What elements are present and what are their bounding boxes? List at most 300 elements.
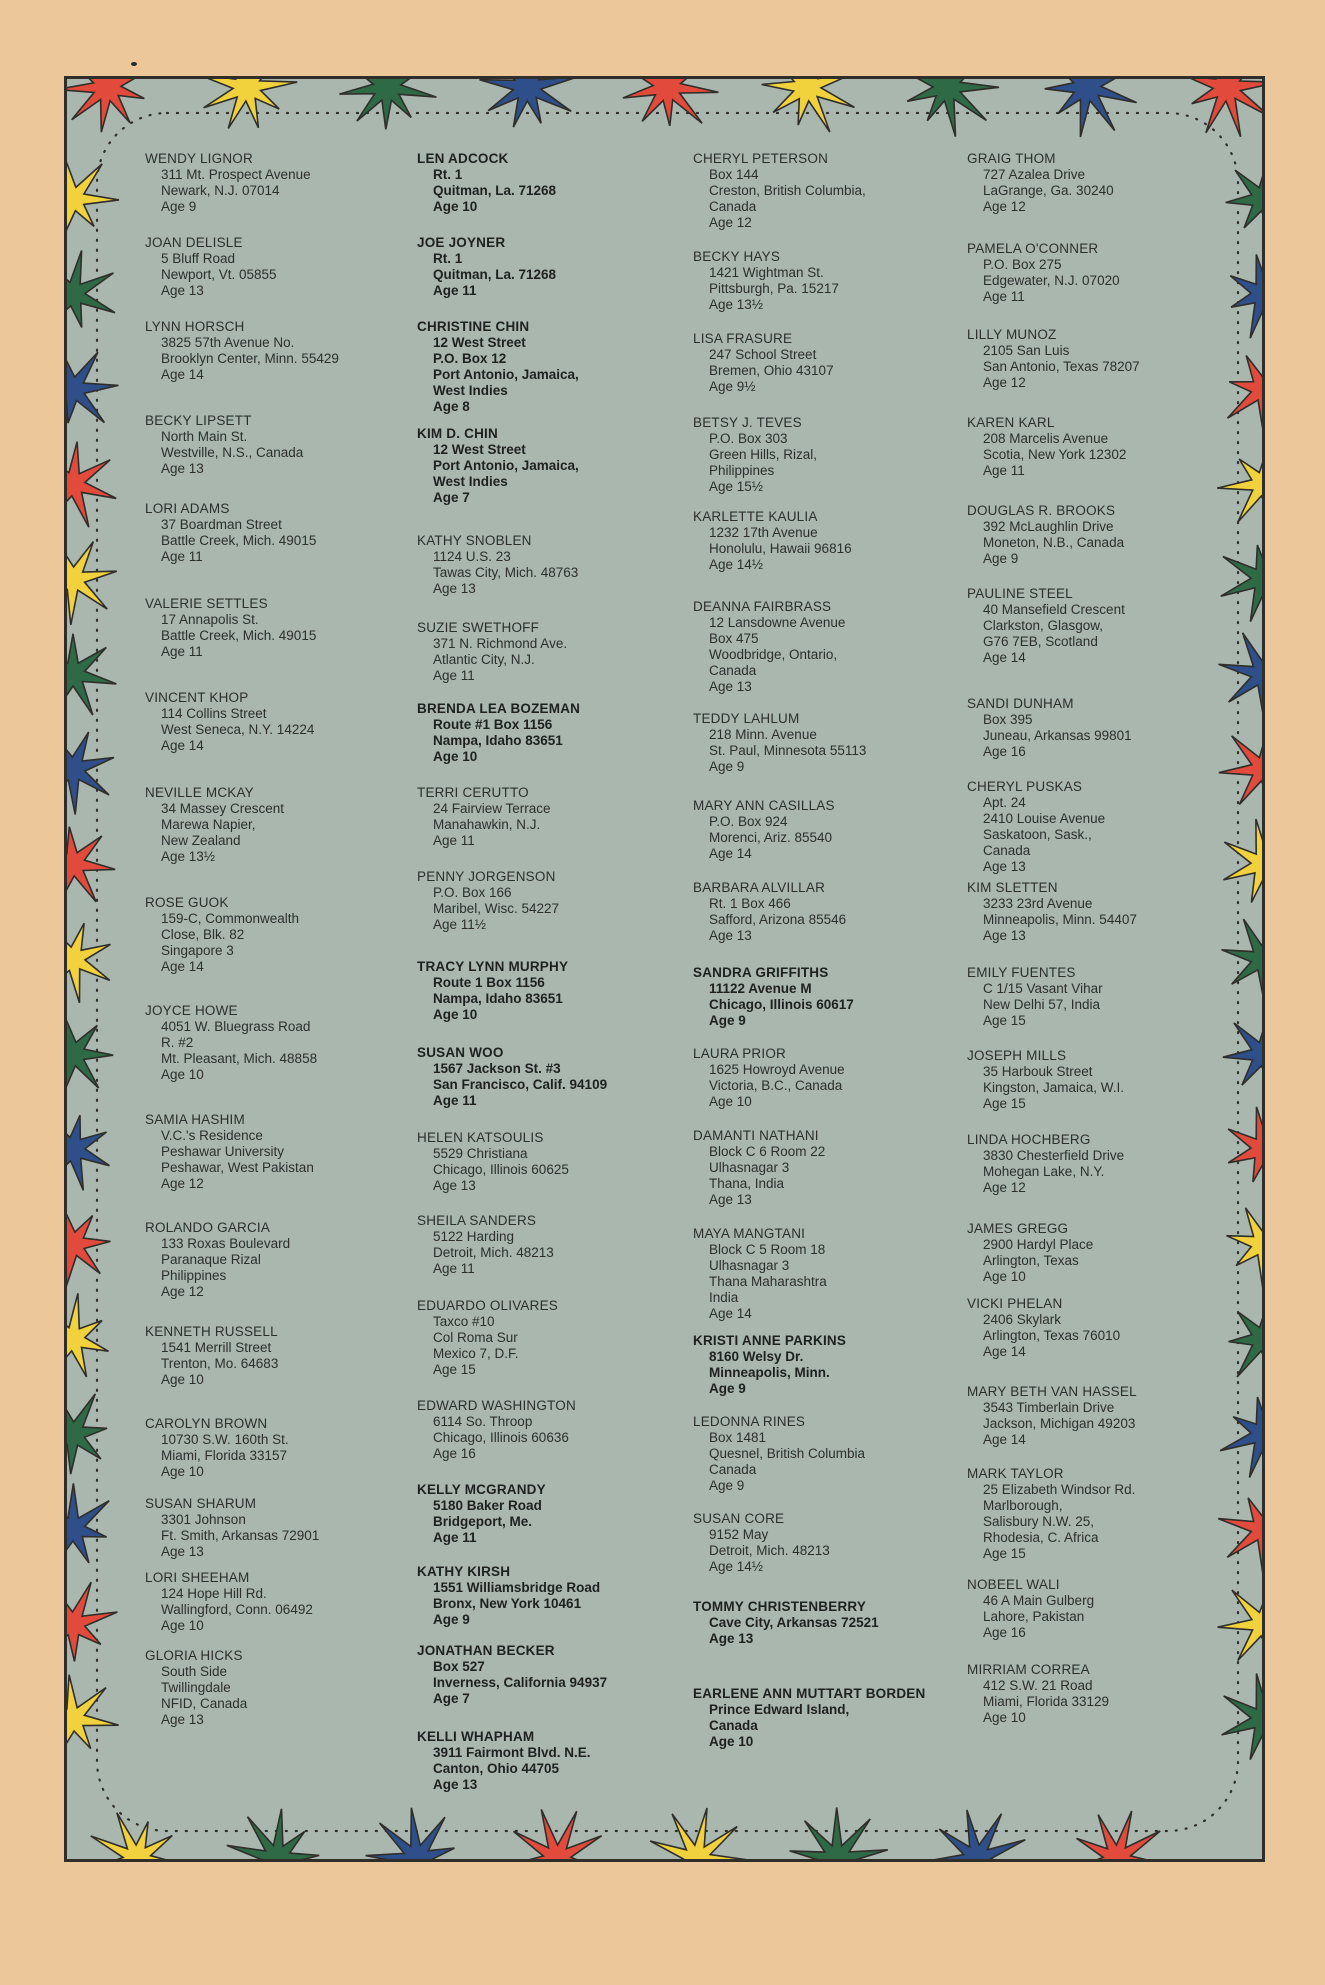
pen-pal-address-line: C 1/15 Vasant Vihar — [983, 981, 1103, 996]
starburst-icon — [67, 1392, 107, 1474]
pen-pal-age: Age 9 — [433, 1612, 470, 1627]
address-entry — [967, 327, 1242, 391]
address-entry — [145, 319, 420, 383]
pen-pal-address-line: Rt. 1 — [433, 251, 463, 266]
address-column-1 — [145, 151, 420, 1841]
pen-pal-address-line: Ulhasnagar 3 — [709, 1160, 790, 1175]
address-entry — [693, 1128, 968, 1208]
address-entry — [967, 586, 1242, 666]
pen-pal-age: Age 13 — [709, 1192, 752, 1207]
starburst-icon — [339, 79, 436, 129]
pen-pal-name: MARY BETH VAN HASSEL — [967, 1384, 1137, 1399]
address-entry — [967, 1221, 1242, 1285]
pen-pal-address-line: Port Antonio, Jamaica, — [433, 367, 579, 382]
pen-pal-address-line: Canada — [983, 843, 1031, 858]
pen-pal-address-line: Jackson, Michigan 49203 — [983, 1416, 1136, 1431]
pen-pal-address-line: Battle Creek, Mich. 49015 — [161, 628, 317, 643]
pen-pal-address-line: 1551 Williamsbridge Road — [433, 1580, 601, 1595]
pen-pal-address-line: Twillingdale — [161, 1680, 231, 1695]
address-entry — [967, 1466, 1242, 1562]
address-entry — [693, 1046, 968, 1110]
pen-pal-address-line: Clarkston, Glasgow, — [983, 618, 1104, 633]
pen-pal-address-line: Box 475 — [709, 631, 759, 646]
pen-pal-name: CHERYL PETERSON — [693, 151, 829, 166]
address-entry — [145, 151, 420, 215]
address-entry — [417, 1564, 692, 1628]
address-entry — [145, 895, 420, 975]
pen-pal-address-line: Box 144 — [709, 167, 759, 182]
pen-pal-name: KELLI WHAPHAM — [417, 1729, 535, 1744]
address-entry — [693, 599, 968, 695]
pen-pal-address-line: Prince Edward Island, — [709, 1702, 850, 1717]
pen-pal-age: Age 15 — [433, 1362, 476, 1377]
pen-pal-age: Age 14 — [161, 959, 204, 974]
pen-pal-address-line: Miami, Florida 33157 — [161, 1448, 288, 1463]
pen-pal-age: Age 13 — [433, 581, 476, 596]
pen-pal-address-line: 208 Marcelis Avenue — [983, 431, 1109, 446]
pen-pal-address-line: 1124 U.S. 23 — [433, 549, 511, 564]
address-entry — [967, 1132, 1242, 1196]
address-entry — [417, 959, 692, 1023]
pen-pal-address-line: 24 Fairview Terrace — [433, 801, 551, 816]
pen-pal-age: Age 9 — [983, 551, 1019, 566]
pen-pal-age: Age 12 — [161, 1284, 204, 1299]
starburst-icon — [198, 79, 297, 128]
address-entry — [967, 696, 1242, 760]
pen-pal-address-line: Canton, Ohio 44705 — [433, 1761, 560, 1776]
pen-pal-age: Age 7 — [433, 1691, 470, 1706]
address-entry — [693, 331, 968, 395]
pen-pal-age: Age 9 — [709, 1478, 745, 1493]
pen-pal-age: Age 14½ — [709, 1559, 764, 1574]
pen-pal-address-line: 46 A Main Gulberg — [983, 1593, 1095, 1608]
pen-pal-address-line: Quitman, La. 71268 — [433, 183, 557, 198]
pen-pal-address-line: Close, Blk. 82 — [161, 927, 245, 942]
pen-pal-age: Age 7 — [433, 490, 470, 505]
pen-pal-name: EDWARD WASHINGTON — [417, 1398, 576, 1413]
pen-pal-address-line: Green Hills, Rizal, — [709, 447, 818, 462]
pen-pal-name: CAROLYN BROWN — [145, 1416, 268, 1431]
pen-pal-name: KARLETTE KAULIA — [693, 509, 818, 524]
pen-pal-name: LAURA PRIOR — [693, 1046, 786, 1061]
pen-pal-address-line: Col Roma Sur — [433, 1330, 518, 1345]
pen-pal-age: Age 10 — [433, 199, 478, 214]
pen-pal-age: Age 13 — [709, 928, 752, 943]
pen-pal-address-line: Atlantic City, N.J. — [433, 652, 535, 667]
address-entry — [693, 1226, 968, 1322]
address-entry — [145, 235, 420, 299]
starburst-icon — [67, 251, 115, 328]
pen-pal-name: CHRISTINE CHIN — [417, 319, 530, 334]
pen-pal-address-line: Scotia, New York 12302 — [983, 447, 1127, 462]
pen-pal-address-line: Route #1 Box 1156 — [433, 717, 553, 732]
pen-pal-name: LEN ADCOCK — [417, 151, 509, 166]
pen-pal-address-line: 1625 Howroyd Avenue — [709, 1062, 845, 1077]
pen-pal-age: Age 13½ — [709, 297, 764, 312]
pen-pal-address-line: 3543 Timberlain Drive — [983, 1400, 1115, 1415]
pen-pal-age: Age 15 — [983, 1096, 1026, 1111]
pen-pal-address-line: St. Paul, Minnesota 55113 — [709, 743, 867, 758]
pen-pal-address-line: Safford, Arizona 85546 — [709, 912, 847, 927]
pen-pal-age: Age 11 — [161, 644, 203, 659]
starburst-icon — [67, 634, 116, 716]
pen-pal-address-line: Marlborough, — [983, 1498, 1063, 1513]
pen-pal-address-line: Chicago, Illinois 60617 — [709, 997, 854, 1012]
pen-pal-name: SUSAN CORE — [693, 1511, 785, 1526]
pen-pal-address-line: 124 Hope Hill Rd. — [161, 1586, 267, 1601]
pen-pal-age: Age 11 — [161, 549, 203, 564]
pen-pal-name: JONATHAN BECKER — [417, 1643, 555, 1658]
starburst-icon — [904, 79, 999, 137]
address-entry — [417, 1045, 692, 1109]
address-entry — [145, 690, 420, 754]
pen-pal-address-line: Newport, Vt. 05855 — [161, 267, 277, 282]
pen-pal-address-line: 2406 Skylark — [983, 1312, 1062, 1327]
pen-pal-address-line: 4051 W. Bluegrass Road — [161, 1019, 311, 1034]
pen-pal-name: MAYA MANGTANI — [693, 1226, 806, 1241]
pen-pal-name: PAMELA O'CONNER — [967, 241, 1099, 256]
pen-pal-address-line: Saskatoon, Sask., — [983, 827, 1092, 842]
address-entry — [967, 1296, 1242, 1360]
pen-pal-name: EDUARDO OLIVARES — [417, 1298, 558, 1313]
pen-pal-address-line: Apt. 24 — [983, 795, 1026, 810]
pen-pal-address-line: Newark, N.J. 07014 — [161, 183, 280, 198]
pen-pal-name: VICKI PHELAN — [967, 1296, 1063, 1311]
pen-pal-address-line: North Main St. — [161, 429, 248, 444]
pen-pal-name: SUZIE SWETHOFF — [417, 620, 540, 635]
pen-pal-address-line: West Seneca, N.Y. 14224 — [161, 722, 315, 737]
address-entry — [417, 1482, 692, 1546]
address-entry — [693, 798, 968, 862]
pen-pal-address-line: 392 McLaughlin Drive — [983, 519, 1114, 534]
address-entry — [693, 965, 968, 1029]
pen-pal-address-line: Taxco #10 — [433, 1314, 495, 1329]
address-entry — [417, 235, 692, 299]
starburst-icon — [1045, 79, 1137, 137]
pen-pal-address-line: Woodbridge, Ontario, — [709, 647, 838, 662]
pen-pal-address-line: Creston, British Columbia, — [709, 183, 866, 198]
starburst-icon — [67, 1020, 113, 1097]
pen-pal-address-line: Juneau, Arkansas 99801 — [983, 728, 1132, 743]
pen-pal-address-line: 3301 Johnson — [161, 1512, 246, 1527]
pen-pal-address-line: P.O. Box 924 — [709, 814, 788, 829]
pen-pal-age: Age 11 — [433, 833, 475, 848]
pen-pal-age: Age 13 — [433, 1178, 476, 1193]
pen-pal-name: PENNY JORGENSON — [417, 869, 556, 884]
pen-pal-age: Age 14 — [983, 1432, 1026, 1447]
pen-pal-address-line: 3825 57th Avenue No. — [161, 335, 295, 350]
pen-pal-name: DEANNA FAIRBRASS — [693, 599, 832, 614]
pen-pal-name: TERRI CERUTTO — [417, 785, 529, 800]
address-entry — [967, 503, 1242, 567]
starburst-icon — [623, 79, 719, 126]
pen-pal-address-line: Bremen, Ohio 43107 — [709, 363, 834, 378]
pen-pal-name: JOE JOYNER — [417, 235, 506, 250]
pen-pal-name: SAMIA HASHIM — [145, 1112, 245, 1127]
pen-pal-name: SANDI DUNHAM — [967, 696, 1074, 711]
address-entry — [693, 880, 968, 944]
address-entry — [417, 426, 692, 506]
pen-pal-age: Age 12 — [983, 199, 1026, 214]
starburst-icon — [67, 79, 154, 132]
pen-pal-address-line: Quitman, La. 71268 — [433, 267, 557, 282]
pen-pal-name: BRENDA LEA BOZEMAN — [417, 701, 581, 716]
address-column-2 — [417, 151, 692, 1841]
pen-pal-age: Age 10 — [161, 1618, 204, 1633]
pen-pal-age: Age 14 — [983, 1344, 1026, 1359]
pen-pal-age: Age 13 — [161, 461, 204, 476]
pen-pal-name: KIM D. CHIN — [417, 426, 498, 441]
pen-pal-address-line: 12 Lansdowne Avenue — [709, 615, 846, 630]
pen-pal-address-line: 10730 S.W. 160th St. — [161, 1432, 289, 1447]
pen-pal-name: TOMMY CHRISTENBERRY — [693, 1599, 867, 1614]
pen-pal-address-line: Manahawkin, N.J. — [433, 817, 541, 832]
pen-pal-address-line: 5 Bluff Road — [161, 251, 236, 266]
pen-pal-address-line: 37 Boardman Street — [161, 517, 282, 532]
pen-pal-age: Age 12 — [983, 1180, 1026, 1195]
address-entry — [693, 509, 968, 573]
pen-pal-address-line: 35 Harbouk Street — [983, 1064, 1093, 1079]
pen-pal-age: Age 12 — [983, 375, 1026, 390]
pen-pal-name: GRAIG THOM — [967, 151, 1056, 166]
pen-pal-address-line: 17 Annapolis St. — [161, 612, 259, 627]
pen-pal-age: Age 13 — [983, 928, 1026, 943]
pen-pal-age: Age 13 — [433, 1777, 478, 1792]
pen-pal-address-line: Tawas City, Mich. 48763 — [433, 565, 579, 580]
pen-pal-age: Age 16 — [433, 1446, 476, 1461]
pen-pal-name: LORI SHEEHAM — [145, 1570, 250, 1585]
pen-pal-address-line: 34 Massey Crescent — [161, 801, 285, 816]
pen-pal-address-line: Box 395 — [983, 712, 1033, 727]
pen-pal-address-line: Bronx, New York 10461 — [433, 1596, 582, 1611]
starburst-icon — [67, 923, 110, 1003]
pen-pal-age: Age 11 — [433, 1093, 477, 1108]
pen-pal-address-line: Mohegan Lake, N.Y. — [983, 1164, 1105, 1179]
address-entry — [145, 785, 420, 865]
address-entry — [145, 1003, 420, 1083]
pen-pal-age: Age 11 — [433, 283, 477, 298]
pen-pal-address-line: Kingston, Jamaica, W.I. — [983, 1080, 1125, 1095]
pen-pal-address-line: 12 West Street — [433, 335, 526, 350]
pen-pal-address-line: 2900 Hardyl Place — [983, 1237, 1094, 1252]
pen-pal-address-line: 5180 Baker Road — [433, 1498, 542, 1513]
pen-pal-name: JOSEPH MILLS — [967, 1048, 1067, 1063]
address-entry — [417, 1643, 692, 1707]
pen-pal-address-line: Brooklyn Center, Minn. 55429 — [161, 351, 339, 366]
address-entry — [145, 1324, 420, 1388]
pen-pal-age: Age 10 — [433, 1007, 478, 1022]
pen-pal-name: CHERYL PUSKAS — [967, 779, 1083, 794]
pen-pal-address-line: 412 S.W. 21 Road — [983, 1678, 1093, 1693]
pen-pal-name: TRACY LYNN MURPHY — [417, 959, 569, 974]
pen-pal-address-line: V.C.'s Residence — [161, 1128, 263, 1143]
starburst-icon — [67, 1114, 110, 1191]
starburst-icon — [67, 542, 117, 625]
address-entry — [417, 151, 692, 215]
pen-pal-address-line: P.O. Box 303 — [709, 431, 788, 446]
pen-pal-name: ROLANDO GARCIA — [145, 1220, 271, 1235]
pen-pal-age: Age 13 — [709, 1631, 754, 1646]
pen-pal-address-line: NFID, Canada — [161, 1696, 248, 1711]
pen-pal-name: JOYCE HOWE — [145, 1003, 238, 1018]
pen-pal-age: Age 11 — [433, 1261, 475, 1276]
address-entry — [967, 1662, 1242, 1726]
pen-pal-address-line: Minneapolis, Minn. 54407 — [983, 912, 1137, 927]
pen-pal-address-line: 2105 San Luis — [983, 343, 1070, 358]
address-entry — [693, 1686, 968, 1750]
pen-pal-age: Age 10 — [161, 1372, 204, 1387]
pen-pal-name: LISA FRASURE — [693, 331, 793, 346]
pen-pal-age: Age 13 — [161, 1544, 204, 1559]
starburst-icon — [762, 79, 857, 132]
pen-pal-panel — [64, 76, 1265, 1862]
pen-pal-address-line: Ulhasnagar 3 — [709, 1258, 790, 1273]
starburst-icon — [67, 1675, 119, 1754]
pen-pal-address-line: 6114 So. Throop — [433, 1414, 533, 1429]
pen-pal-name: KAREN KARL — [967, 415, 1055, 430]
address-entry — [693, 1599, 968, 1647]
address-entry — [417, 869, 692, 933]
pen-pal-address-line: 2410 Louise Avenue — [983, 811, 1106, 826]
pen-pal-name: VINCENT KHOP — [145, 690, 249, 705]
pen-pal-address-line: Port Antonio, Jamaica, — [433, 458, 579, 473]
starburst-icon — [67, 348, 118, 423]
pen-pal-address-line: 9152 May — [709, 1527, 769, 1542]
pen-pal-address-line: Philippines — [161, 1268, 227, 1283]
pen-pal-address-line: Quesnel, British Columbia — [709, 1446, 866, 1461]
pen-pal-address-line: Marewa Napier, — [161, 817, 256, 832]
pen-pal-name: SANDRA GRIFFITHS — [693, 965, 829, 980]
pen-pal-address-line: Block C 6 Room 22 — [709, 1144, 826, 1159]
starburst-icon — [480, 79, 578, 127]
pen-pal-age: Age 15 — [983, 1546, 1026, 1561]
pen-pal-address-line: Victoria, B.C., Canada — [709, 1078, 843, 1093]
pen-pal-name: LORI ADAMS — [145, 501, 230, 516]
pen-pal-age: Age 12 — [709, 215, 752, 230]
pen-pal-address-line: Lahore, Pakistan — [983, 1609, 1085, 1624]
pen-pal-address-line: Chicago, Illinois 60636 — [433, 1430, 569, 1445]
pen-pal-name: BARBARA ALVILLAR — [693, 880, 826, 895]
address-entry — [693, 1333, 968, 1397]
pen-pal-address-line: Trenton, Mo. 64683 — [161, 1356, 279, 1371]
address-entry — [693, 1414, 968, 1494]
pen-pal-name: KATHY KIRSH — [417, 1564, 511, 1579]
pen-pal-address-line: Route 1 Box 1156 — [433, 975, 545, 990]
pen-pal-address-line: 218 Minn. Avenue — [709, 727, 817, 742]
pen-pal-address-line: Arlington, Texas — [983, 1253, 1079, 1268]
address-entry — [693, 151, 968, 231]
address-entry — [145, 1648, 420, 1728]
pen-pal-age: Age 10 — [983, 1269, 1026, 1284]
pen-pal-address-line: 8160 Welsy Dr. — [709, 1349, 804, 1364]
pen-pal-address-line: 12 West Street — [433, 442, 526, 457]
pen-pal-address-line: Detroit, Mich. 48213 — [709, 1543, 830, 1558]
address-entry — [967, 779, 1242, 875]
address-entry — [417, 1398, 692, 1462]
pen-pal-age: Age 16 — [983, 744, 1026, 759]
pen-pal-address-line: India — [709, 1290, 739, 1305]
pen-pal-age: Age 13 — [161, 1712, 204, 1727]
pen-pal-name: BECKY LIPSETT — [145, 413, 252, 428]
pen-pal-address-line: Moneton, N.B., Canada — [983, 535, 1125, 550]
starburst-icon — [67, 1200, 110, 1286]
pen-pal-age: Age 11½ — [433, 917, 487, 932]
pen-pal-age: Age 14 — [709, 846, 752, 861]
address-entry — [417, 701, 692, 765]
pen-pal-address-line: Honolulu, Hawaii 96816 — [709, 541, 852, 556]
pen-pal-name: PAULINE STEEL — [967, 586, 1073, 601]
pen-pal-name: SUSAN WOO — [417, 1045, 504, 1060]
pen-pal-age: Age 9 — [709, 1381, 746, 1396]
pen-pal-address-line: Peshawar, West Pakistan — [161, 1160, 314, 1175]
pen-pal-address-line: Maribel, Wisc. 54227 — [433, 901, 560, 916]
pen-pal-age: Age 10 — [983, 1710, 1026, 1725]
pen-pal-name: SHEILA SANDERS — [417, 1213, 537, 1228]
pen-pal-age: Age 9½ — [709, 379, 756, 394]
starburst-icon — [67, 1582, 117, 1661]
starburst-icon — [67, 1483, 109, 1565]
pen-pal-address-line: South Side — [161, 1664, 228, 1679]
pen-pal-age: Age 13 — [161, 283, 204, 298]
address-entry — [417, 1213, 692, 1277]
pen-pal-address-line: Canada — [709, 199, 757, 214]
address-entry — [417, 1130, 692, 1194]
pen-pal-address-line: Thana Maharashtra — [709, 1274, 827, 1289]
pen-pal-address-line: Rt. 1 Box 466 — [709, 896, 791, 911]
pen-pal-age: Age 10 — [161, 1464, 204, 1479]
pen-pal-age: Age 10 — [709, 1094, 752, 1109]
pen-pal-address-line: Mt. Pleasant, Mich. 48858 — [161, 1051, 318, 1066]
pen-pal-age: Age 14½ — [709, 557, 764, 572]
pen-pal-address-line: Morenci, Ariz. 85540 — [709, 830, 833, 845]
pen-pal-address-line: Philippines — [709, 463, 775, 478]
pen-pal-address-line: G76 7EB, Scotland — [983, 634, 1098, 649]
pen-pal-address-line: P.O. Box 166 — [433, 885, 512, 900]
pen-pal-address-line: Rt. 1 — [433, 167, 463, 182]
pen-pal-age: Age 14 — [161, 367, 204, 382]
pen-pal-address-line: 3233 23rd Avenue — [983, 896, 1093, 911]
address-entry — [693, 249, 968, 313]
pen-pal-name: ROSE GUOK — [145, 895, 229, 910]
pen-pal-address-line: 1232 17th Avenue — [709, 525, 818, 540]
address-column-3 — [693, 151, 968, 1841]
pen-pal-name: MARK TAYLOR — [967, 1466, 1064, 1481]
pen-pal-address-line: Salisbury N.W. 25, — [983, 1514, 1095, 1529]
pen-pal-name: TEDDY LAHLUM — [693, 711, 800, 726]
pen-pal-address-line: San Antonio, Texas 78207 — [983, 359, 1140, 374]
address-entry — [145, 1416, 420, 1480]
address-entry — [417, 533, 692, 597]
pen-pal-address-line: Ft. Smith, Arkansas 72901 — [161, 1528, 320, 1543]
pen-pal-address-line: 114 Collins Street — [161, 706, 267, 721]
pen-pal-address-line: New Delhi 57, India — [983, 997, 1101, 1012]
pen-pal-address-line: New Zealand — [161, 833, 241, 848]
pen-pal-address-line: R. #2 — [161, 1035, 194, 1050]
pen-pal-age: Age 9 — [709, 759, 745, 774]
pen-pal-address-line: Canada — [709, 663, 757, 678]
pen-pal-address-line: Chicago, Illinois 60625 — [433, 1162, 569, 1177]
pen-pal-age: Age 9 — [161, 199, 197, 214]
address-entry — [967, 965, 1242, 1029]
pen-pal-name: VALERIE SETTLES — [145, 596, 268, 611]
address-entry — [693, 415, 968, 495]
pen-pal-address-line: Nampa, Idaho 83651 — [433, 991, 563, 1006]
pen-pal-address-line: Singapore 3 — [161, 943, 234, 958]
pen-pal-age: Age 11 — [983, 463, 1025, 478]
pen-pal-name: NOBEEL WALI — [967, 1577, 1060, 1592]
address-entry — [417, 785, 692, 849]
starburst-icon — [1186, 79, 1265, 137]
